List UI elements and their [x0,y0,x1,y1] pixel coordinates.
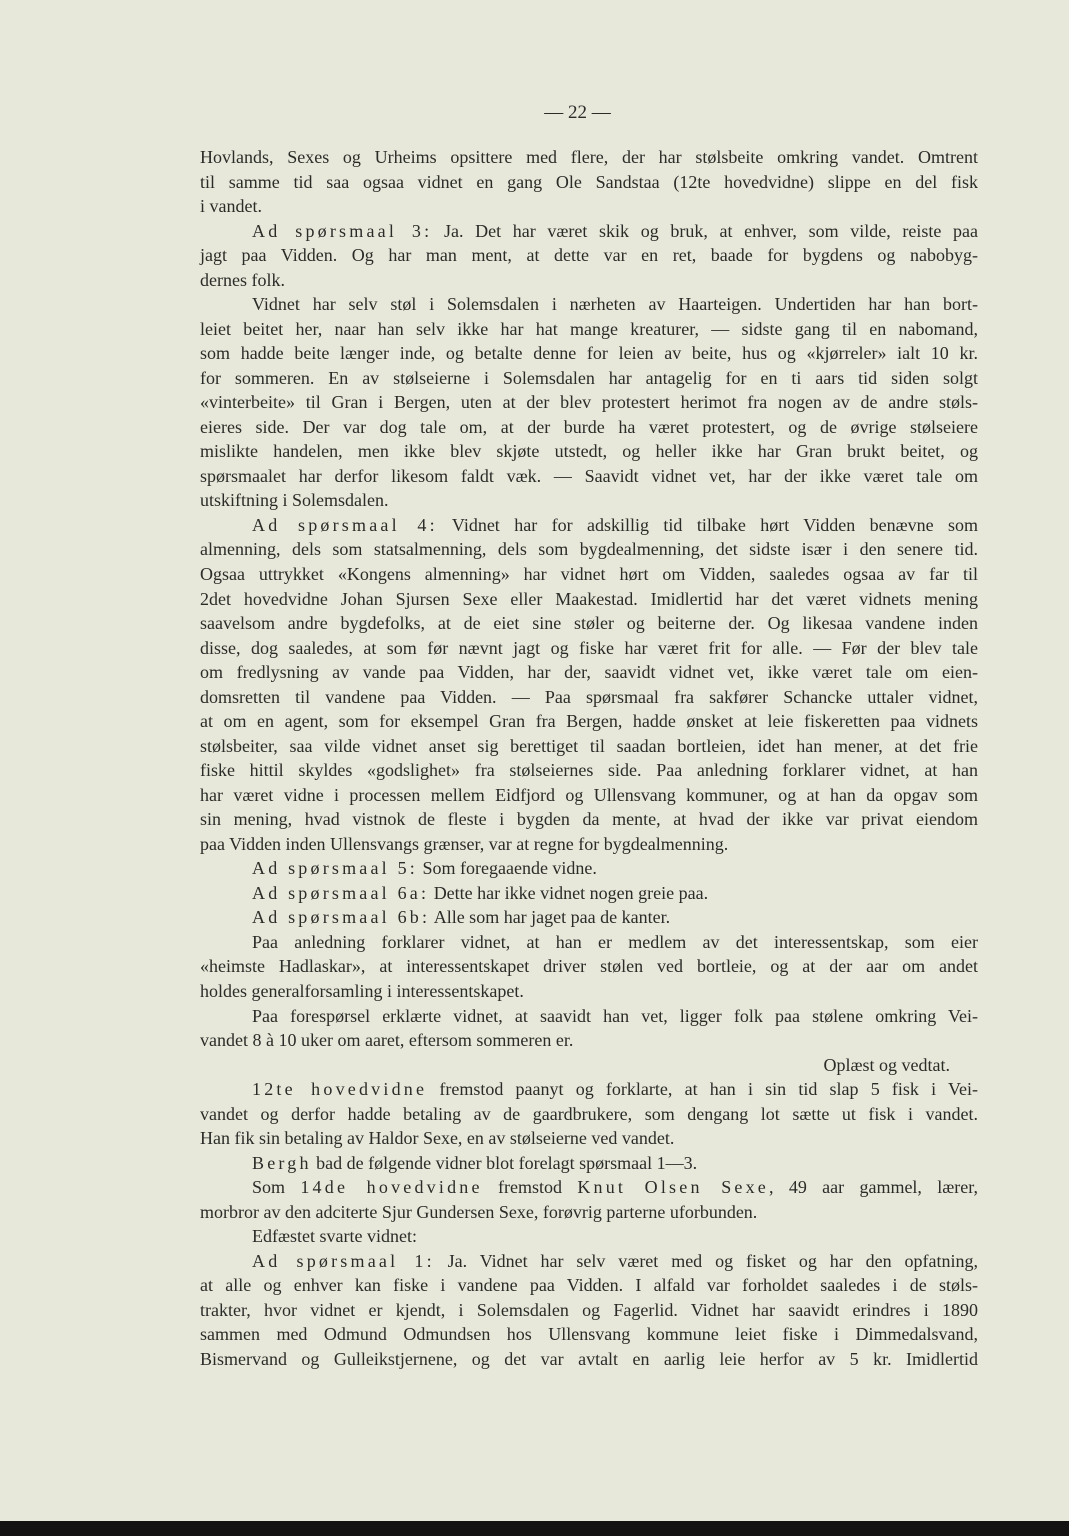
text-line [252,293,978,315]
text-line [252,857,978,879]
line-text: at om en agent, som for eksempel Gran fra Bergen, hadde ønsket at leie fiskeretten paa vidnets [200,711,978,732]
text-line [200,244,978,266]
text-line [200,1127,978,1149]
line-text: domsretten til vandene paa Vidden. — Paa spørsmaal fra sakfører Schancke uttaler vidnet, [200,686,978,707]
line-text: Vidnet har for adskillig tid tilbake hørt Vidden benævne som [437,514,979,535]
scan-bottom-edge [0,1521,1069,1536]
line-text: jagt paa Vidden. Og har man ment, at dette var en ret, baade for bygdens og nabobyg- [200,245,978,266]
text-line [200,588,978,610]
text-line [252,514,978,536]
spaced-emphasis: Ad spørsmaal 4: [252,514,438,535]
line-text: saavelsom andre bygdefolks, at de eiet sine støler og beiterne der. Og likesaa vandene inden [200,613,978,634]
line-text: Paa anledning forklarer vidnet, at han er medlem av det interessentskap, som eier [252,931,978,952]
line-text: paa Vidden inden Ullensvangs grænser, var at regne for bygdealmenning. [200,833,729,854]
line-text: Ja. Det har været skik og bruk, at enhver, som vilde, reiste paa [432,220,979,241]
text-line [200,1201,978,1223]
text-line [200,1323,978,1345]
text-line [252,882,978,904]
line-text: Han fik sin betaling av Haldor Sexe, en av stølseierne ved vandet. [200,1128,675,1149]
text-line [252,1005,978,1027]
text-line [200,808,978,830]
text-line [200,440,978,462]
spaced-emphasis: Knut Olsen Sexe [577,1177,769,1198]
text-line [200,195,978,217]
text-line [200,1299,978,1321]
text-line [200,171,978,193]
line-text: Som foregaaende vidne. [417,858,597,879]
text-line [200,833,978,855]
text-line [252,1152,978,1174]
text-line [252,1250,978,1272]
line-text: Vidnet har selv støl i Solemsdalen i nærheten av Haarteigen. Undertiden har han bort- [252,294,978,315]
line-text: stølsbeiter, saa vilde vidnet anset sig berettiget til saadan bortleien, idet han mener, at det frie [200,735,978,756]
text-line [252,1225,978,1247]
line-text: Dette har ikke vidnet nogen greie paa. [429,882,709,903]
line-text: utskiftning i Solemsdalen. [200,490,389,511]
text-line [252,931,978,953]
text-line [200,538,978,560]
line-text: 2det hovedvidne Johan Sjursen Sexe eller Maakestad. Imidlertid har det været vidnets mening [200,588,978,609]
line-text: , 49 aar gammel, lærer, [768,1177,979,1198]
text-line [200,612,978,634]
text-line [252,220,978,242]
line-text: eieres side. Der var dog tale om, at der burde ha været protestert, og de øvrige stølseiere [200,416,978,437]
line-text: «vinterbeite» til Gran i Bergen, uten at der blev protestert herimot fra nogen av de andre støls- [200,392,978,413]
text-line [252,906,978,928]
line-text: Alle som har jaget paa de kanter. [430,907,671,928]
spaced-emphasis: Ad spørsmaal 3: [252,220,433,241]
line-text: Som [252,1177,301,1198]
text-line [200,784,978,806]
text-line [252,1176,978,1198]
spaced-emphasis: Ad spørsmaal 5: [252,858,418,879]
text-line [200,710,978,732]
text-line [200,318,978,340]
line-text: som hadde beite længer inde, og betalte denne for leien av beite, hus og «kjørreler» ialt 10 kr. [200,343,978,364]
line-text: om fredlysning av vande paa Vidden, har der, saavidt vidnet vet, ikke været tale om eien- [200,662,978,683]
spaced-emphasis: Bergh [252,1152,312,1173]
text-line [200,146,978,168]
line-text: sammen med Odmund Odmundsen hos Ullensvang kommune leiet fiske i Dimmedalsvand, [200,1324,978,1345]
spaced-emphasis: Ad spørsmaal 1: [252,1250,435,1271]
line-text: bad de følgende vidner blot forelagt spørsmaal 1—3. [311,1152,698,1173]
text-line [200,1103,978,1125]
line-text: Bismervand og Gulleikstjernene, og det var avtalt en aarlig leie herfor av 5 kr. Imidlertid [200,1348,978,1369]
text-line [200,1348,978,1370]
line-text: Oplæst og vedtat. [823,1054,950,1075]
line-text: har været vidne i processen mellem Eidfjord og Ullensvang kommuner, og at han da opgav som [200,784,978,805]
line-text: spørsmaalet har derfor likesom faldt væk. — Saavidt vidnet vet, har der ikke været tale om [200,465,978,486]
line-text: almenning, dels som statsalmenning, dels som bygdealmenning, det sidste især i den senere tid. [200,539,978,560]
line-text: sin mening, hvad vistnok de fleste i bygden da mente, at hvad der ikke var privat eiendom [200,809,978,830]
line-text: fremstod [482,1177,578,1198]
text-line [200,735,978,757]
line-text: vandet og derfor hadde betaling av de gaardbrukere, som dengang lot sætte ut fisk i vandet. [200,1103,978,1124]
text-line [200,489,978,511]
line-text: mislikte handelen, men ikke blev skjøte utstedt, og heller ikke har Gran brukt beitet, og [200,441,978,462]
line-text: trakter, hvor vidnet er kjendt, i Solemsdalen og Fagerlid. Vidnet har saavidt erindres i 1890 [200,1299,978,1320]
line-text: fremstod paanyt og forklarte, at han i sin tid slap 5 fisk i Vei- [427,1079,978,1100]
text-line [252,1078,978,1100]
text-line [200,367,978,389]
spaced-emphasis: Ad spørsmaal 6b: [252,907,431,928]
text-line [200,661,978,683]
line-text: at alle og enhver kan fiske i vandene paa Vidden. I alfald var forholdet saaledes i de støls- [200,1275,978,1296]
line-text: dernes folk. [200,269,285,290]
line-text: Edfæstet svarte vidnet: [252,1226,417,1247]
line-text: for sommeren. En av stølseierne i Solemsdalen har antagelig for en ti aars tid siden solgt [200,367,978,388]
text-line [200,759,978,781]
text-line [200,1274,978,1296]
text-line [200,465,978,487]
text-line [200,980,978,1002]
line-text: i vandet. [200,196,262,217]
line-text: disse, dog saaledes, at som før nævnt jagt og fiske har været frit for alle. — Før der blev tale [200,637,978,658]
line-text: Ja. Vidnet har selv været med og fisket og har den opfatning, [434,1250,978,1271]
line-text: Paa forespørsel erklærte vidnet, at saavidt han vet, ligger folk paa stølene omkring Vei- [252,1005,978,1026]
line-text: morbror av den adciterte Sjur Gundersen Sexe, forøvrig parterne uforbunden. [200,1201,758,1222]
text-line [200,1029,978,1051]
text-line [200,269,978,291]
text-line [200,416,978,438]
text-line [200,391,978,413]
spaced-emphasis: Ad spørsmaal 6a: [252,882,430,903]
line-text: vandet 8 à 10 uker om aaret, eftersom sommeren er. [200,1030,574,1051]
line-text: Ogsaa uttrykket «Kongens almenning» har vidnet hørt om Vidden, saaledes ogsaa av far til [200,564,978,584]
text-line [200,955,978,977]
text-line [200,563,978,585]
line-text: Hovlands, Sexes og Urheims opsittere med flere, der har stølsbeite omkring vandet. Omtrent [200,147,978,167]
text-line [200,342,978,364]
line-text: til samme tid saa ogsaa vidnet en gang Ole Sandstaa (12te hovedvidne) slippe en del fisk [200,171,978,192]
text-line [200,686,978,708]
text-line [200,637,978,659]
spaced-emphasis: 14de hovedvidne [300,1177,483,1198]
line-text: holdes generalforsamling i interessentskapet. [200,981,524,1002]
text-line [820,1054,950,1076]
spaced-emphasis: 12te hovedvidne [252,1079,428,1100]
page-number: — 22 — [544,102,611,123]
line-text: «heimste Hadlaskar», at interessentskapet driver stølen ved bortleie, og at der aar om andet [200,956,978,977]
line-text: fiske hittil skyldes «godslighet» fra stølseiernes side. Paa anledning forklarer vidnet, at han [200,760,978,781]
line-text: leiet beitet her, naar han selv ikke har hat mange kreaturer, — sidste gang til en nabomand, [200,318,978,339]
